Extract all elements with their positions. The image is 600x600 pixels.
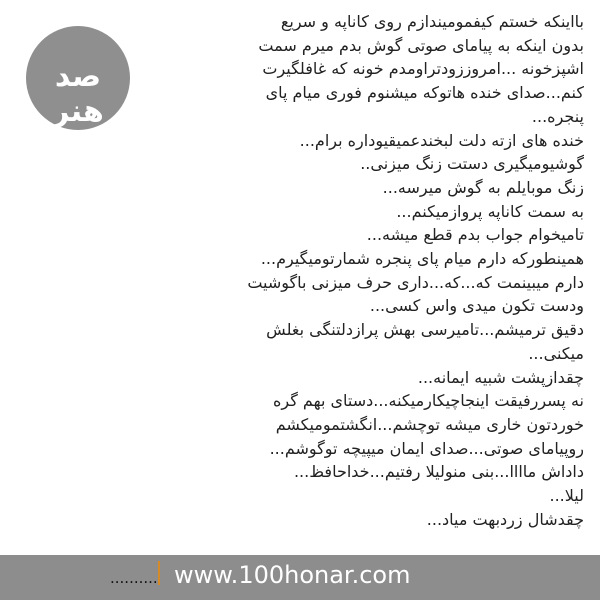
poem-line: خوردتون خاری میشه توچشم...انگشتمومیکشم [275, 414, 584, 434]
poem-line: کنم...صدای خنده هاتوکه میشنوم فوری میام پای [265, 83, 584, 103]
poem-line: خنده های ازته دلت لبخندعمیقیوداره برام... [299, 130, 584, 150]
poem-line: اشپزخونه ...امروززودتراومدم خونه که غافلگیرت [262, 59, 584, 79]
poem-line: گوشیومیگیری دستت زنگ میزنی.. [360, 154, 584, 174]
poem-line: همینطورکه دارم میام پای پنجره شمارتومیگیرم... [260, 249, 584, 269]
poem-line: میکنی... [528, 343, 584, 363]
poem-line: بدون اینکه به پیامای صوتی گوش بدم میرم سمت [258, 35, 584, 55]
poem-line: لیلا... [549, 486, 584, 506]
poem-line: چقدازپشت شبیه ایمانه... [417, 367, 584, 387]
poem-text [106, 10, 584, 531]
footer-dots: .......... [110, 569, 158, 587]
poem-line: پنجره... [531, 106, 584, 126]
poem-line: ودست تکون میدی واس کسی... [369, 296, 584, 316]
poem-line: روپیامای صوتی...صدای ایمان میپیچه توگوشم... [269, 438, 584, 458]
logo-text: صد هنر [52, 59, 104, 129]
poem-line: دارم میبینمت که...که...داری حرف میزنی باگوشیت [247, 272, 584, 292]
poem-line: بااینکه خستم کیفمومیندازم روی کاناپه و سریع [280, 12, 584, 31]
poem-line: نه پسررفیقت اینجاچیکارمیکنه...دستای بهم گره [273, 391, 584, 411]
poem-line: چقدشال زردبهت میاد... [426, 509, 584, 529]
poem-line: زنگ موبایلم به گوش میرسه... [382, 177, 584, 197]
website-link[interactable]: www.100honar.com [174, 561, 411, 589]
poem-line: تامیخوام جواب بدم قطع میشه... [366, 225, 584, 245]
poem-line: دقیق ترمیشم...تامیرسی بهش پرازدلتنگی بغلش [266, 320, 584, 340]
poem-line: داداش ماااا...بنی منولیلا رفتیم...خداحافظ... [293, 462, 584, 482]
footer-bar [0, 555, 600, 600]
poem-line: به سمت کاناپه پروازمیکنم... [396, 201, 584, 221]
text-cursor-icon [158, 561, 160, 585]
